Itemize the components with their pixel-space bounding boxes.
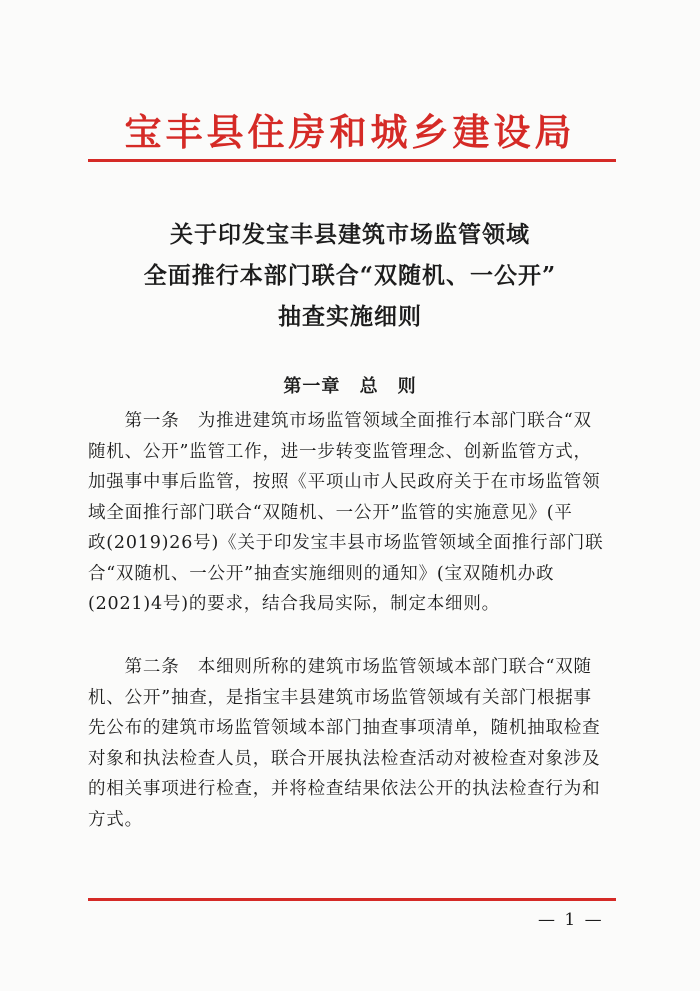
paragraph-line: 第一条 为推进建筑市场监管领域全面推行本部门联合“双 <box>88 411 592 431</box>
footer-red-rule <box>88 898 616 901</box>
article-2-paragraph <box>88 652 614 835</box>
title-line: 全面推行本部门联合“双随机、一公开” <box>143 262 557 289</box>
paragraph-line: 的相关事项进行检查，并将检查结果依法公开的执法检查行为和 <box>88 779 601 799</box>
page-number: — 1 — <box>538 910 604 930</box>
article-1-paragraph <box>88 406 614 620</box>
paragraph-line: 加强事中事后监管，按照《平项山市人民政府关于在市场监管领 <box>88 472 601 492</box>
chapter-label: 第一章 <box>283 376 341 397</box>
chapter-name: 总 则 <box>359 376 417 397</box>
paragraph-line: 第二条 本细则所称的建筑市场监管领域本部门联合“双随 <box>88 657 592 677</box>
title-line: 抽查实施细则 <box>278 303 422 330</box>
paragraph-line: (2021)4号)的要求，结合我局实际，制定本细则。 <box>88 594 500 614</box>
paragraph-line: 合“双随机、一公开”抽查实施细则的通知》(宝双随机办政 <box>88 563 555 584</box>
chapter-heading <box>0 372 700 398</box>
paragraph-line: 政(2019)26号)《关于印发宝丰县市场监管领域全面推行部门联 <box>88 533 604 553</box>
paragraph-line: 先公布的建筑市场监管领域本部门抽查事项清单，随机抽取检查 <box>88 718 601 738</box>
title-line: 关于印发宝丰县建筑市场监管领域 <box>170 221 530 248</box>
paragraph-line: 机、公开”抽查，是指宝丰县建筑市场监管领域有关部门根据事 <box>88 687 592 708</box>
paragraph-line: 对象和执法检查人员，联合开展执法检查活动对被检查对象涉及 <box>88 748 601 769</box>
paragraph-line: 域全面推行部门联合“双随机、一公开”监管的实施意见》(平 <box>88 502 573 523</box>
document-title <box>0 214 700 337</box>
paragraph-line: 方式。 <box>88 809 143 830</box>
org-header-title: 宝丰县住房和城乡建设局 <box>124 110 576 154</box>
header-red-rule <box>88 159 616 162</box>
paragraph-line: 随机、公开”监管工作，进一步转变监管理念、创新监管方式， <box>88 441 592 462</box>
